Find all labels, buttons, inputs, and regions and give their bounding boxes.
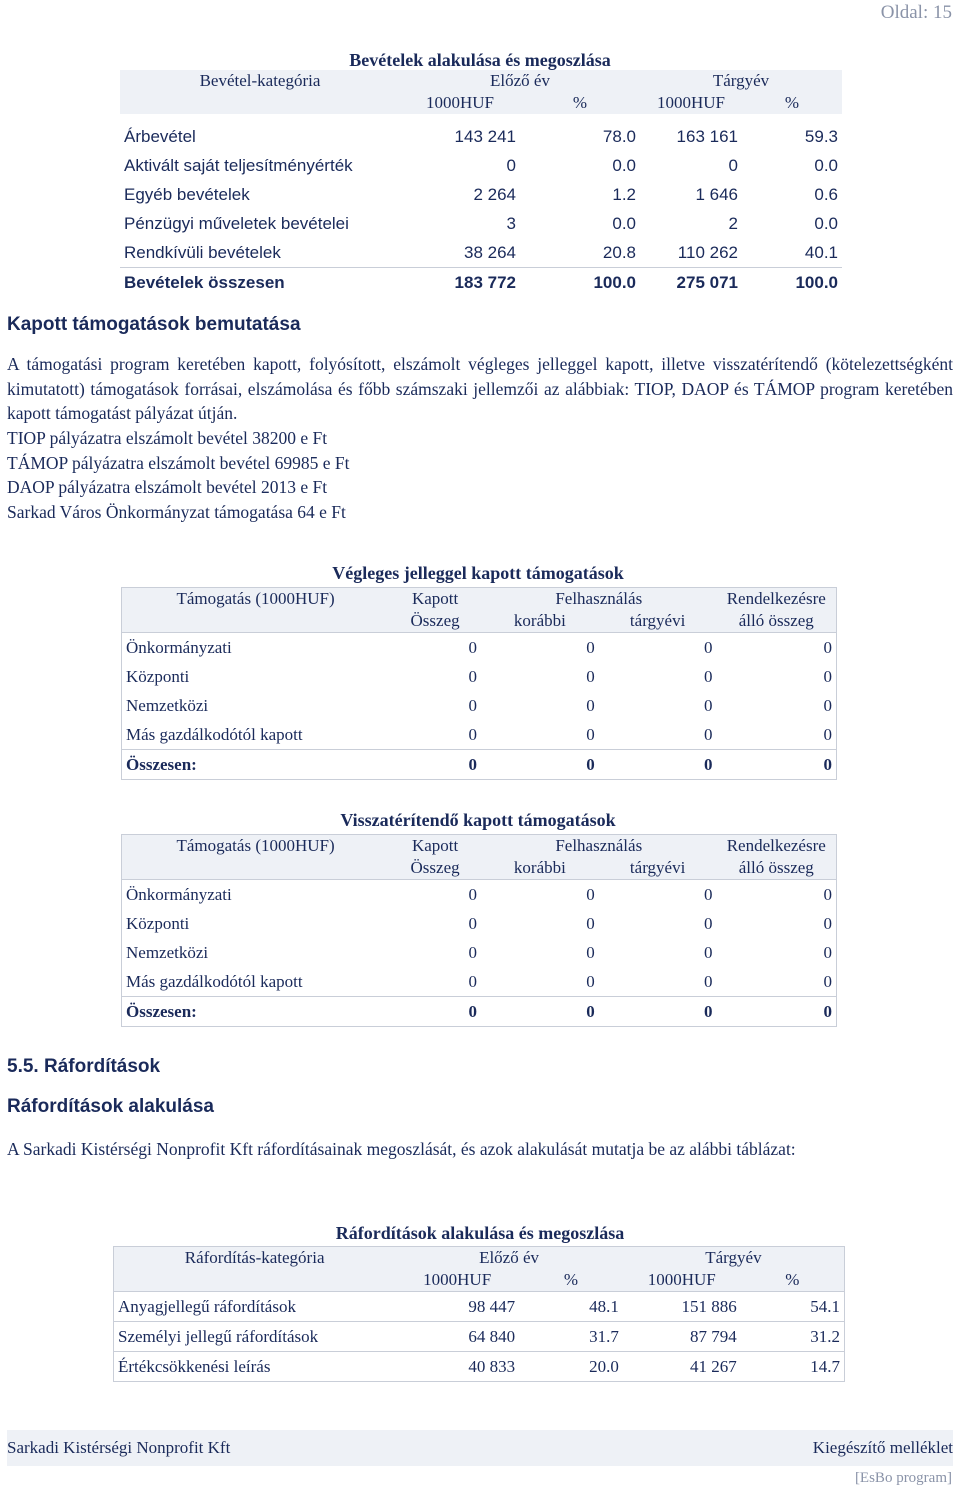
prev-pct: 48.1	[589, 1296, 619, 1316]
table-row	[120, 151, 842, 180]
cell: 0	[468, 884, 477, 904]
repayable-grants-table	[121, 834, 837, 1027]
cell: 0	[704, 884, 713, 904]
row-label: Aktivált saját teljesítményérték	[124, 155, 353, 175]
table-row	[122, 662, 837, 691]
expenses-paragraph: A Sarkadi Kistérségi Nonprofit Kft ráfordításainak megoszlását, és azok alakulását mutatja be az alábbi táblázat:	[7, 1139, 796, 1159]
table-row	[120, 122, 842, 151]
expenses-current-year-header: Tárgyév	[623, 1247, 845, 1270]
cell: 0	[468, 666, 477, 686]
table-row	[122, 967, 837, 997]
revenue-prev-year-header: Előző év	[400, 70, 640, 92]
curr-pct: 0.6	[814, 184, 838, 204]
cell: 0	[586, 971, 595, 991]
prev-pct: 0.0	[612, 213, 636, 233]
row-label: Pénzügyi műveletek bevételei	[124, 213, 349, 233]
cell: 0	[704, 754, 713, 774]
table-row	[120, 209, 842, 238]
expenses-curr-unit: 1000HUF	[623, 1269, 741, 1292]
row-label: Önkormányzati	[126, 637, 232, 657]
table-row	[114, 1292, 845, 1322]
osszeg-header: Összeg	[389, 610, 481, 633]
row-label: Más gazdálkodótól kapott	[126, 724, 303, 744]
program-label: [EsBo program]	[854, 1470, 952, 1486]
cell: 0	[586, 666, 595, 686]
expenses-prev-year-header: Előző év	[395, 1247, 623, 1270]
kapott-header: Kapott	[389, 588, 481, 611]
page-footer	[7, 1430, 953, 1466]
revenue-current-year-header: Tárgyév	[640, 70, 842, 92]
prev-value: 38 264	[464, 242, 516, 262]
prev-value: 40 833	[468, 1356, 516, 1376]
prev-value: 3	[506, 213, 516, 233]
osszeg-header: Összeg	[389, 857, 481, 880]
cell: 0	[586, 942, 595, 962]
korabbi-header: korábbi	[481, 857, 599, 880]
grants-paragraph: A támogatási program keretében kapott, folyósított, elszámolt végleges jelleggel kapott, illetve visszatérítendő (kötelezettségként kimutatott) támogatások forrásai, elszámolása és főbb számszaki jellemzői az alábbiak: TIOP, DAOP és TÁMOP program keretében kapott támogatást pályázat útján.	[7, 354, 953, 423]
cell: 0	[704, 724, 713, 744]
expenses-category-header: Ráfordítás-kategória	[114, 1247, 396, 1270]
revenue-unit-row	[120, 92, 842, 114]
prev-value: 143 241	[454, 126, 516, 146]
curr-pct: 0.0	[814, 213, 838, 233]
expenses-table	[113, 1246, 845, 1382]
cell: 0	[823, 1001, 832, 1021]
prev-value: 0	[506, 155, 516, 175]
curr-value: 0	[728, 155, 738, 175]
felhasznalas-header: Felhasználás	[481, 835, 717, 858]
curr-pct: 54.1	[810, 1296, 840, 1316]
total-row	[120, 268, 842, 298]
row-label: Központi	[126, 666, 190, 686]
cell: 0	[823, 724, 832, 744]
grant-line: Sarkad Város Önkormányzat támogatása 64 e Ft	[7, 502, 346, 522]
row-label: Anyagjellegű ráfordítások	[118, 1296, 296, 1316]
cell: 0	[586, 637, 595, 657]
cell: 0	[704, 695, 713, 715]
kapott-header: Kapott	[389, 835, 481, 858]
row-label: Központi	[126, 913, 190, 933]
curr-value: 1 646	[695, 184, 738, 204]
revenue-table	[120, 70, 842, 297]
cell: 0	[823, 884, 832, 904]
cell: 0	[586, 695, 595, 715]
section-heading: 5.5. Ráfordítások	[7, 1056, 161, 1077]
total-label: Összesen:	[126, 754, 197, 774]
targyevi-header: tárgyévi	[599, 610, 717, 633]
prev-pct: 20.0	[589, 1356, 619, 1376]
cell: 0	[468, 695, 477, 715]
cell: 0	[586, 913, 595, 933]
prev-pct: 31.7	[589, 1326, 619, 1346]
row-label: Árbevétel	[124, 126, 196, 146]
curr-pct: 31.2	[810, 1326, 840, 1346]
expenses-table-caption: Ráfordítások alakulása és megoszlása	[335, 1223, 625, 1243]
revenue-prev-unit: 1000HUF	[400, 92, 520, 114]
curr-pct: 40.1	[804, 242, 838, 262]
curr-value: 2	[728, 213, 738, 233]
rendelkezesre-header: Rendelkezésre	[717, 588, 837, 611]
cell: 0	[704, 1001, 713, 1021]
total-prev-value: 183 772	[454, 272, 516, 292]
table-row	[120, 238, 842, 268]
row-label: Értékcsökkenési leírás	[118, 1356, 271, 1376]
total-curr-value: 275 071	[676, 272, 738, 292]
row-label: Nemzetközi	[126, 942, 209, 962]
total-prev-pct: 100.0	[593, 272, 636, 292]
revenue-prev-pct: %	[520, 92, 640, 114]
prev-pct: 20.8	[602, 242, 636, 262]
curr-pct: 0.0	[814, 155, 838, 175]
total-label: Bevételek összesen	[124, 272, 285, 292]
grants-heading: Kapott támogatások bemutatása	[7, 314, 301, 335]
curr-value: 151 886	[681, 1296, 737, 1316]
cell: 0	[704, 637, 713, 657]
expenses-prev-pct: %	[519, 1269, 623, 1292]
revenue-curr-unit: 1000HUF	[640, 92, 742, 114]
final-grants-caption: Végleges jelleggel kapott támogatások	[332, 563, 624, 583]
grant-line: TIOP pályázatra elszámolt bevétel 38200 e Ft	[7, 428, 328, 448]
prev-value: 98 447	[468, 1296, 516, 1316]
korabbi-header: korábbi	[481, 610, 599, 633]
curr-pct: 59.3	[804, 126, 838, 146]
row-label: Önkormányzati	[126, 884, 232, 904]
expenses-heading: Ráfordítások alakulása	[7, 1096, 214, 1117]
cell: 0	[468, 637, 477, 657]
revenue-curr-pct: %	[742, 92, 842, 114]
rendelkezesre-header: Rendelkezésre	[717, 835, 837, 858]
prev-pct: 0.0	[612, 155, 636, 175]
row-label: Nemzetközi	[126, 695, 209, 715]
curr-pct: 14.7	[810, 1356, 840, 1376]
row-label: Rendkívüli bevételek	[124, 242, 281, 262]
cell: 0	[586, 1001, 595, 1021]
cell: 0	[468, 913, 477, 933]
total-row	[122, 997, 837, 1027]
prev-value: 2 264	[473, 184, 516, 204]
cell: 0	[586, 884, 595, 904]
row-label: Személyi jellegű ráfordítások	[118, 1326, 319, 1346]
cell: 0	[586, 754, 595, 774]
table-row	[114, 1352, 845, 1382]
curr-value: 41 267	[689, 1356, 737, 1376]
cell: 0	[823, 695, 832, 715]
table-row	[114, 1322, 845, 1352]
prev-pct: 78.0	[602, 126, 636, 146]
cell: 0	[823, 942, 832, 962]
table-row	[122, 633, 837, 663]
cell: 0	[823, 666, 832, 686]
row-label: Más gazdálkodótól kapott	[126, 971, 303, 991]
targyevi-header: tárgyévi	[599, 857, 717, 880]
cell: 0	[823, 913, 832, 933]
cell: 0	[704, 942, 713, 962]
expenses-curr-pct: %	[741, 1269, 845, 1292]
allo-osszeg-header: álló összeg	[717, 857, 837, 880]
cell: 0	[823, 754, 832, 774]
expenses-prev-unit: 1000HUF	[395, 1269, 519, 1292]
cell: 0	[468, 724, 477, 744]
curr-value: 87 794	[689, 1326, 737, 1346]
cell: 0	[823, 971, 832, 991]
total-label: Összesen:	[126, 1001, 197, 1021]
cell: 0	[704, 666, 713, 686]
table-row	[122, 720, 837, 750]
cell: 0	[704, 971, 713, 991]
table-row	[120, 180, 842, 209]
table-row	[122, 938, 837, 967]
cell: 0	[704, 913, 713, 933]
cell: 0	[468, 942, 477, 962]
allo-osszeg-header: álló összeg	[717, 610, 837, 633]
table-row	[122, 909, 837, 938]
cell: 0	[586, 724, 595, 744]
row-label: Egyéb bevételek	[124, 184, 250, 204]
table-row	[122, 880, 837, 910]
prev-value: 64 840	[468, 1326, 516, 1346]
revenue-category-header: Bevétel-kategória	[120, 70, 400, 92]
prev-pct: 1.2	[612, 184, 636, 204]
support-header: Támogatás (1000HUF)	[122, 835, 390, 858]
revenue-table-caption: Bevételek alakulása és megoszlása	[349, 50, 611, 70]
cell: 0	[468, 754, 477, 774]
felhasznalas-header: Felhasználás	[481, 588, 717, 611]
revenue-header-row	[120, 70, 842, 92]
grant-line: DAOP pályázatra elszámolt bevétel 2013 e Ft	[7, 477, 328, 497]
table-row	[122, 691, 837, 720]
grant-line: TÁMOP pályázatra elszámolt bevétel 69985 e Ft	[7, 453, 350, 473]
footer-document-title: Kiegészítő melléklet	[812, 1438, 953, 1457]
cell: 0	[823, 637, 832, 657]
curr-value: 163 161	[676, 126, 738, 146]
support-header: Támogatás (1000HUF)	[122, 588, 390, 611]
curr-value: 110 262	[677, 242, 738, 262]
cell: 0	[468, 971, 477, 991]
final-grants-table	[121, 587, 837, 780]
repayable-grants-caption: Visszatérítendő kapott támogatások	[340, 810, 616, 830]
cell: 0	[468, 1001, 477, 1021]
footer-company: Sarkadi Kistérségi Nonprofit Kft	[7, 1438, 231, 1457]
page-number: Oldal: 15	[880, 2, 952, 23]
total-curr-pct: 100.0	[795, 272, 838, 292]
total-row	[122, 750, 837, 780]
